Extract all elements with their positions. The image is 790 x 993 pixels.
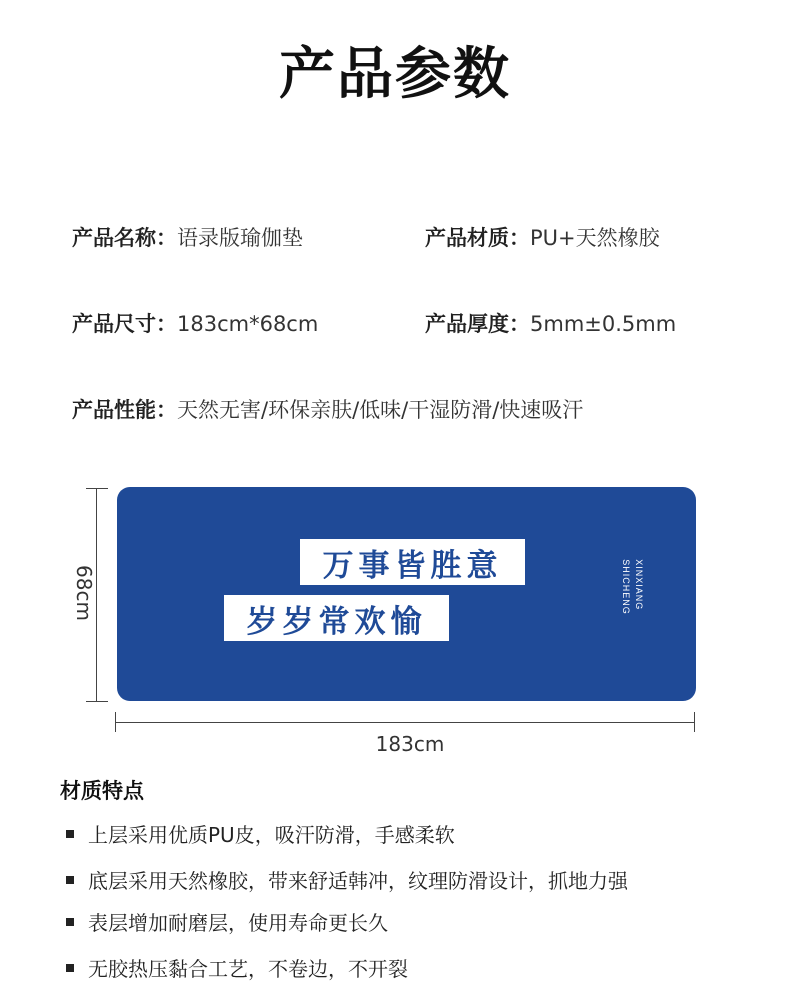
width-dimension-line <box>115 722 695 723</box>
height-label: 68cm <box>72 565 96 621</box>
spec-performance-value: 天然无害/环保亲肤/低味/干湿防滑/快速吸汗 <box>177 398 584 422</box>
width-dimension-cap-right <box>694 712 695 732</box>
spec-material-key: 产品材质： <box>425 226 530 250</box>
spec-performance <box>72 394 583 424</box>
bullet-square-icon <box>66 830 74 838</box>
page-title: 产品参数 <box>279 42 511 107</box>
feature-text: 底层采用天然橡胶，带来舒适韩冲，纹理防滑设计，抓地力强 <box>88 869 628 893</box>
feature-item <box>66 907 388 936</box>
spec-material-value: PU+天然橡胶 <box>530 226 660 250</box>
mat-brand-text <box>587 542 677 632</box>
spec-size-key: 产品尺寸： <box>72 312 177 336</box>
spec-thickness-value: 5mm±0.5mm <box>530 312 677 336</box>
spec-name-value: 语录版瑜伽垫 <box>177 226 303 250</box>
bullet-square-icon <box>66 964 74 972</box>
features-title: 材质特点 <box>60 779 144 803</box>
feature-text: 上层采用优质PU皮，吸汗防滑，手感柔软 <box>88 823 455 847</box>
width-dimension-cap-left <box>115 712 116 732</box>
feature-item <box>66 819 455 848</box>
spec-size <box>72 308 318 338</box>
yoga-mat-illustration <box>117 487 696 701</box>
feature-text: 无胶热压黏合工艺，不卷边，不开裂 <box>88 957 408 981</box>
height-dimension-cap-bottom <box>86 701 108 702</box>
spec-material <box>425 222 660 252</box>
mat-brand-line1: XINXIANG <box>633 559 644 611</box>
mat-banner-top: 万事皆胜意 <box>300 539 525 585</box>
spec-thickness-key: 产品厚度： <box>425 312 530 336</box>
mat-brand-line2: SHICHENG <box>620 559 631 615</box>
spec-performance-key: 产品性能： <box>72 398 177 422</box>
feature-item <box>66 953 408 982</box>
height-dimension-cap-top <box>86 488 108 489</box>
width-label: 183cm <box>375 732 445 756</box>
bullet-square-icon <box>66 876 74 884</box>
bullet-square-icon <box>66 918 74 926</box>
spec-size-value: 183cm*68cm <box>177 312 319 336</box>
spec-name-key: 产品名称： <box>72 226 177 250</box>
mat-banner-bottom: 岁岁常欢愉 <box>224 595 449 641</box>
spec-name <box>72 222 303 252</box>
spec-thickness <box>425 308 676 338</box>
feature-text: 表层增加耐磨层，使用寿命更长久 <box>88 911 388 935</box>
feature-item <box>66 865 628 894</box>
